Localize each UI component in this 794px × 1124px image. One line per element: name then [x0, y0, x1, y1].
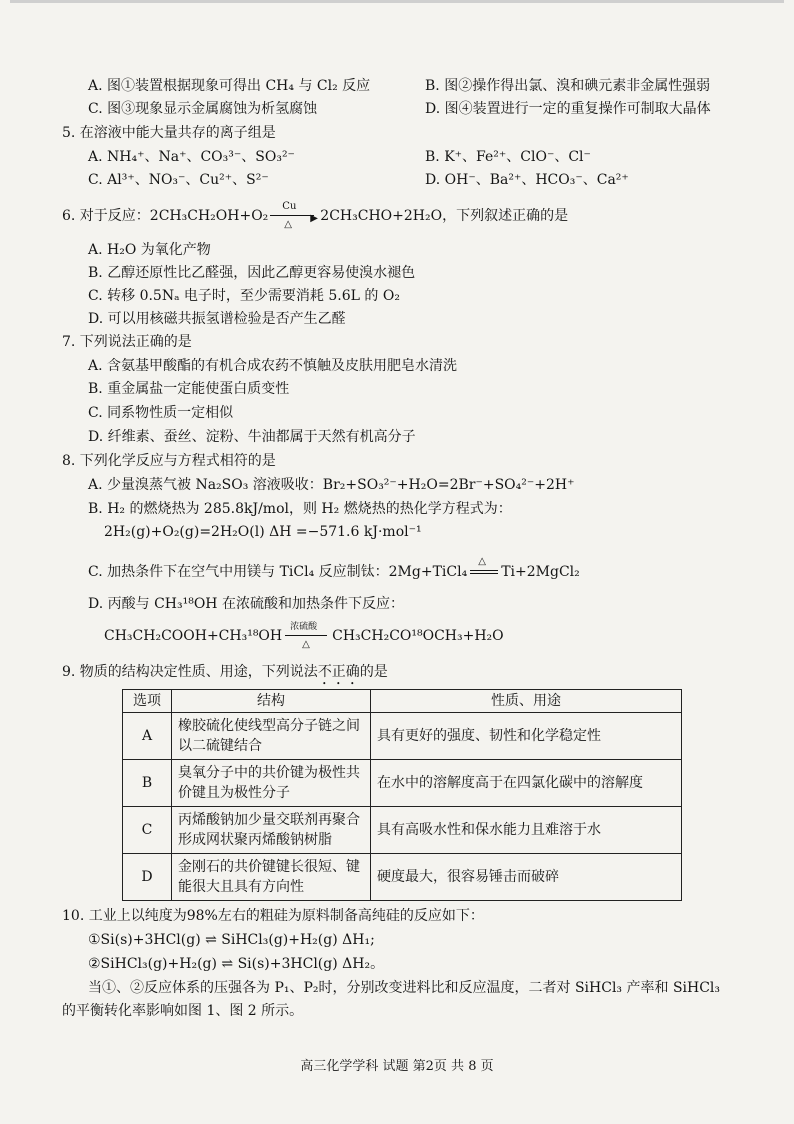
q9-header-property: 性质、用途 [371, 690, 682, 713]
q5-option-a: A. NH₄⁺、Na⁺、CO₃³⁻、SO₃²⁻ [88, 149, 295, 165]
q5-option-d: D. OH⁻、Ba²⁺、HCO₃⁻、Ca²⁺ [425, 172, 629, 188]
q9-stem-pre: 9. 物质的结构决定性质、用途，下列说法 [62, 664, 318, 680]
q4-option-a: A. 图①装置根据现象可得出 CH₄ 与 Cl₂ 反应 [88, 78, 371, 94]
q9-row-option: B [123, 760, 172, 807]
q8-option-c-post: Ti+2MgCl₂ [501, 564, 580, 580]
q9-row-property: 具有高吸水性和保水能力且难溶于水 [371, 807, 682, 854]
table-row [123, 760, 682, 807]
q6-catalyst: Cu [282, 201, 297, 212]
q5-option-c: C. Al³⁺、NO₃⁻、Cu²⁺、S²⁻ [88, 172, 269, 188]
table-row [123, 854, 682, 901]
q7-option-a: A. 含氨基甲酸酯的有机合成农药不慎触及皮肤用肥皂水清洗 [88, 358, 458, 374]
q6-stem-post: 2CH₃CHO+2H₂O，下列叙述正确的是 [320, 208, 569, 224]
q4-option-d: D. 图④装置进行一定的重复操作可制取大晶体 [425, 101, 711, 117]
q9-row-structure: 丙烯酸钠加少量交联剂再聚合形成网状聚丙烯酸钠树脂 [172, 807, 371, 854]
q9-row-property: 硬度最大，很容易锤击而破碎 [371, 854, 682, 901]
q8-c-line-2 [470, 573, 498, 574]
q8-d-arrow [282, 622, 332, 650]
q9-header-structure: 结构 [172, 690, 371, 713]
q9-row-structure: 臭氧分子中的共价键为极性共价键且为极性分子 [172, 760, 371, 807]
q9-stem [62, 663, 388, 688]
table-row [123, 807, 682, 854]
arrow-head-icon: ▶ [310, 213, 318, 224]
q9-row-option: D [123, 854, 172, 901]
q7-stem: 7. 下列说法正确的是 [62, 334, 192, 350]
q6-reaction-arrow [268, 201, 320, 230]
q8-c-condition: △ [478, 556, 486, 567]
q9-table [122, 689, 682, 901]
q8-option-d-line2 [104, 622, 504, 650]
q10-reaction-1: ①Si(s)+3HCl(g) ⇌ SiHCl₃(g)+H₂(g) ΔH₁; [88, 932, 375, 948]
q9-row-property: 具有更好的强度、韧性和化学稳定性 [371, 713, 682, 760]
q7-option-d: D. 纤维素、蚕丝、淀粉、牛油都属于天然有机高分子 [88, 429, 416, 445]
q5-option-b: B. K⁺、Fe²⁺、ClO⁻、Cl⁻ [425, 149, 591, 165]
q4-option-c: C. 图③现象显示金属腐蚀为析氢腐蚀 [88, 101, 318, 117]
q9-row-option: A [123, 713, 172, 760]
q9-row-option: C [123, 807, 172, 854]
q8-d-pre: CH₃CH₂COOH+CH₃¹⁸OH [104, 628, 283, 644]
q9-table-header [123, 690, 682, 713]
q6-option-a: A. H₂O 为氧化产物 [88, 242, 211, 258]
q4-option-b: B. 图②操作得出氯、溴和碘元素非金属性强弱 [425, 78, 711, 94]
table-row [123, 713, 682, 760]
q9-row-structure: 金刚石的共价键键长很短、键能很大且具有方向性 [172, 854, 371, 901]
q6-option-c: C. 转移 0.5Nₐ 电子时，至少需要消耗 5.6L 的 O₂ [88, 288, 400, 304]
q8-stem: 8. 下列化学反应与方程式相符的是 [62, 453, 276, 469]
q8-option-b-line2: 2H₂(g)+O₂(g)=2H₂O(l) ΔH =−571.6 kJ·mol⁻¹ [104, 524, 422, 540]
q6-stem-pre: 6. 对于反应：2CH₃CH₂OH+O₂ [62, 208, 269, 224]
q8-option-c [88, 556, 580, 581]
q9-stem-emphasis: 不正确 [317, 664, 360, 680]
q10-reaction-2: ②SiHCl₃(g)+H₂(g) ⇌ Si(s)+3HCl(g) ΔH₂。 [88, 956, 385, 972]
page-footer: 高三化学学科 试题 第2页 共 8 页 [300, 1059, 494, 1074]
q9-stem-post: 的是 [359, 664, 388, 680]
q8-option-a: A. 少量溴蒸气被 Na₂SO₃ 溶液吸收：Br₂+SO₃²⁻+H₂O=2Br⁻+SO₄²⁻+2H⁺ [88, 477, 575, 493]
q8-d-post: CH₃CH₂CO¹⁸OCH₃+H₂O [332, 628, 504, 644]
q8-c-line-1 [470, 570, 498, 571]
q10-stem: 10. 工业上以纯度为98%左右的粗硅为原料制备高纯硅的反应如下： [62, 908, 484, 924]
q10-paragraph-line1: 当①、②反应体系的压强各为 P₁、P₂时，分别改变进料比和反应温度，二者对 SiHCl₃ 产率和 SiHCl₃ [88, 980, 721, 996]
q9-row-property: 在水中的溶解度高于在四氯化碳中的溶解度 [371, 760, 682, 807]
q8-option-b-line1: B. H₂ 的燃烧热为 285.8kJ/mol，则 H₂ 燃烧热的热化学方程式为： [88, 501, 512, 517]
q8-d-condition: △ [302, 639, 310, 650]
q9-header-option: 选项 [123, 690, 172, 713]
q7-option-c: C. 同系物性质一定相似 [88, 405, 234, 421]
q9-row-structure: 橡胶硫化使线型高分子链之间以二硫键结合 [172, 713, 371, 760]
q6-arrow-line [270, 215, 314, 216]
q8-option-c-pre: C. 加热条件下在空气中用镁与 TiCl₄ 反应制钛：2Mg+TiCl₄ [88, 564, 468, 580]
q6-option-d: D. 可以用核磁共振氢谱检验是否产生乙醛 [88, 311, 346, 327]
q5-stem: 5. 在溶液中能大量共存的离子组是 [62, 125, 276, 141]
q8-option-d-line1: D. 丙酸与 CH₃¹⁸OH 在浓硫酸和加热条件下反应： [88, 596, 404, 612]
scan-top-edge [10, 0, 784, 3]
q7-option-b: B. 重金属盐一定能使蛋白质变性 [88, 381, 290, 397]
q6-option-b: B. 乙醇还原性比乙醛强，因此乙醇更容易使溴水褪色 [88, 265, 416, 281]
q8-d-catalyst: 浓硫酸 [290, 622, 318, 632]
q8-c-equal-sign [467, 556, 501, 581]
q10-paragraph-line2: 的平衡转化率影响如图 1、图 2 所示。 [62, 1003, 304, 1019]
q6-stem [62, 201, 569, 230]
q6-condition: △ [284, 219, 292, 230]
